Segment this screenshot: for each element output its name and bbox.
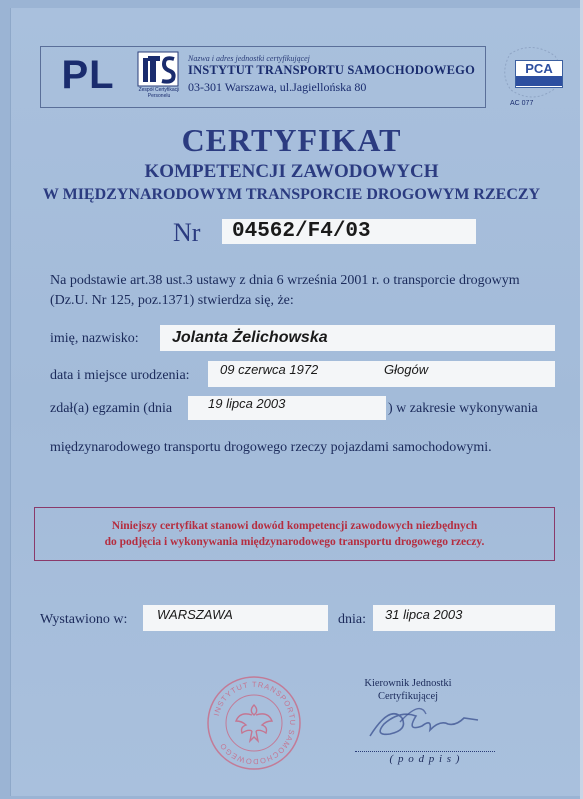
country-code: PL xyxy=(61,52,115,97)
pca-logo-bar xyxy=(516,76,562,86)
scope-text: międzynarodowego transportu drogowego rzeczy pojazdami samochodowymi. xyxy=(50,440,492,455)
notice-box xyxy=(34,507,555,561)
notice-line-1: Niniejszy certyfikat stanowi dowód kompetencji zawodowych niezbędnych xyxy=(111,520,478,532)
signature-caption: ( p o d p i s ) xyxy=(389,753,461,765)
eagle-emblem-icon xyxy=(236,705,272,741)
notice-line-2: do podjęcia i wykonywania międzynarodowego transportu drogowego rzeczy. xyxy=(104,536,485,548)
institution-note: Nazwa i adres jednostki certyfikującej xyxy=(188,54,310,63)
issue-place-field: WARSZAWA xyxy=(143,605,328,631)
legal-basis-text: Na podstawie art.38 ust.3 ustawy z dnia 6 września 2001 r. o transporcie drogowym (Dz.U. Nr 125, poz.1371) stwierdza się, że: xyxy=(50,273,520,308)
certificate-title: CERTYFIKAT xyxy=(181,122,402,158)
handwritten-signature xyxy=(360,696,490,746)
holder-name-field: Jolanta Żelichowska xyxy=(160,325,555,351)
exam-suffix: ) w zakresie wykonywania xyxy=(388,401,538,416)
exam-label: zdał(a) egzamin (dnia xyxy=(50,401,173,416)
issue-place-label: Wystawiono w: xyxy=(40,612,128,627)
birth-date: 09 czerwca 1972 xyxy=(220,362,319,377)
signature-line xyxy=(355,751,495,752)
issue-date-label: dnia: xyxy=(338,612,366,627)
pca-logo xyxy=(515,60,563,88)
exam-date: 19 lipca 2003 xyxy=(208,396,286,411)
institution-name: INSTYTUT TRANSPORTU SAMOCHODOWEGO xyxy=(188,63,475,77)
logo-caption: Zespół Certyfikacji Personelu xyxy=(138,87,180,99)
accreditation-number: AC 077 xyxy=(510,100,534,107)
official-stamp xyxy=(206,675,302,771)
certificate-subtitle: KOMPETENCJI ZAWODOWYCH xyxy=(144,161,439,182)
certificate-number-field: 04562/F4/03 xyxy=(222,219,476,244)
issue-date-field: 31 lipca 2003 xyxy=(373,605,555,631)
birth-place: Głogów xyxy=(384,362,429,377)
exam-date-field xyxy=(188,396,386,420)
birth-field xyxy=(208,361,555,387)
stamp-text: INSTYTUT TRANSPORTU SAMOCHODOWEGO xyxy=(211,679,298,767)
birth-label: data i miejsce urodzenia: xyxy=(50,368,190,383)
institution-address: 03-301 Warszawa, ul.Jagiellońska 80 xyxy=(188,80,367,94)
signatory-title-line-2: Certyfikującej xyxy=(377,691,439,702)
pca-logo-text: PCA xyxy=(516,61,562,76)
svg-text:INSTYTUT TRANSPORTU SAMOCHODOW xyxy=(212,680,297,766)
number-label: Nr xyxy=(173,218,201,247)
signatory-title-line-1: Kierownik Jednostki xyxy=(364,678,452,689)
name-label: imię, nazwisko: xyxy=(50,331,139,346)
certificate-scope-title: W MIĘDZYNARODOWYM TRANSPORCIE DROGOWYM RZECZY xyxy=(42,186,541,203)
